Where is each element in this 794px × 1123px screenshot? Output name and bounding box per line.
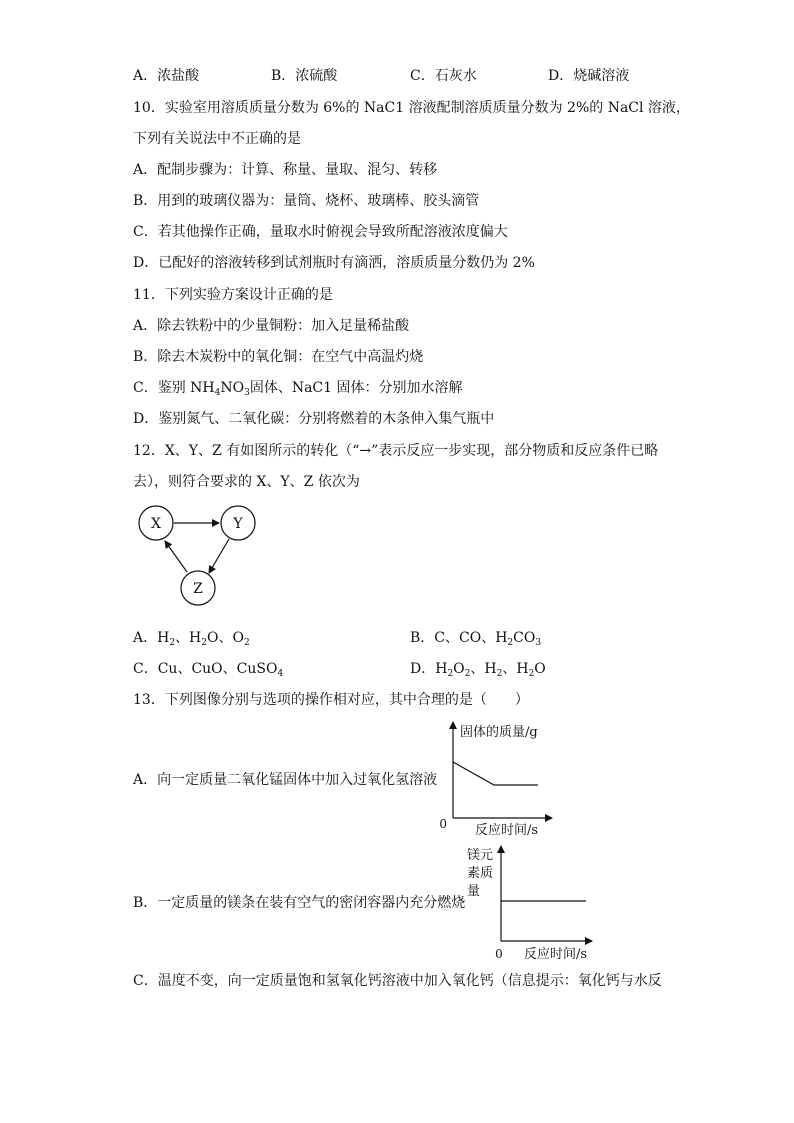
arrow-y-to-z (209, 539, 229, 573)
q12-option-b: B．C、CO、$H_2CO_3$ (410, 630, 542, 648)
node-z-label: Z (193, 581, 203, 597)
q9-option-a: A．浓盐酸 (133, 68, 200, 84)
node-x-label: X (151, 516, 161, 532)
q10-option-a: A．配制步骤为：计算、称量、量取、混匀、转移 (133, 162, 438, 178)
q12-option-a: A．$H_2$、$H_2O$、$O_2$ (133, 630, 250, 648)
q11-stem: 11．下列实验方案设计正确的是 (133, 287, 333, 303)
q9-option-b: B．浓硫酸 (271, 68, 338, 84)
q10-stem-line2: 下列有关说法中不正确的是 (133, 131, 301, 147)
q10-stem-line1: 10．实验室用溶质质量分数为 6%的 NaC1 溶液配制溶质质量分数为 2%的 NaCl 溶液， (133, 100, 690, 116)
q13-stem: 13．下列图像分别与选项的操作相对应，其中合理的是（ ） (133, 692, 529, 708)
graph-a-curve (453, 762, 538, 785)
q11-option-a: A．除去铁粉中的少量铜粉：加入足量稀盐酸 (133, 318, 410, 334)
graph-b-origin: 0 (495, 947, 503, 961)
node-y-label: Y (233, 516, 243, 532)
arrow-z-to-x (165, 541, 187, 572)
q12-option-d: D．$H_2O_2$、$H_2$、$H_2O$ (410, 661, 546, 679)
graph-b-ylabel-line1: 镁元 (467, 848, 494, 863)
q10-option-d: D．已配好的溶液转移到试剂瓶时有滴洒，溶质质量分数仍为 2% (133, 255, 535, 271)
q11-option-b: B．除去木炭粉中的氧化铜：在空气中高温灼烧 (133, 349, 424, 365)
q12-stem-line1: 12．X、Y、Z 有如图所示的转化（“→”表示反应一步实现，部分物质和反应条件已略 (133, 443, 659, 459)
q11-option-d: D．鉴别氮气、二氧化碳：分别将燃着的木条伸入集气瓶中 (133, 411, 495, 427)
q12-stem-line2: 去），则符合要求的 X、Y、Z 依次为 (133, 474, 360, 490)
q13-option-a-text: A．向一定质量二氧化锰固体中加入过氧化氢溶液 (133, 772, 438, 788)
q10-option-b: B．用到的玻璃仪器为：量筒、烧杯、玻璃棒、胶头滴管 (133, 193, 480, 209)
graph-b-xlabel: 反应时间/s (524, 947, 588, 962)
graph-b-ylabel-line2: 素质 (467, 866, 494, 881)
q13-graph-a (440, 718, 570, 840)
q9-option-c: C．石灰水 (410, 68, 477, 84)
q11-option-c: C．鉴别 $NH_4NO_3$固体、NaC1 固体：分别加水溶解 (133, 380, 463, 398)
graph-a-origin: 0 (439, 817, 447, 831)
graph-a-xlabel: 反应时间/s (475, 823, 539, 838)
graph-a-ylabel: 固体的质量/g (460, 725, 538, 740)
q10-option-c: C．若其他操作正确，量取水时俯视会导致所配溶液浓度偏大 (133, 224, 508, 240)
q9-option-d: D．烧碱溶液 (548, 68, 630, 84)
xyz-conversion-diagram (130, 500, 270, 612)
q12-option-c: C．Cu、CuO、CuSO$_4$ (133, 661, 284, 679)
q13-graph-b (464, 842, 596, 964)
q13-option-c-text: C．温度不变，向一定质量饱和氢氧化钙溶液中加入氧化钙（信息提示：氧化钙与水反 (133, 973, 662, 989)
graph-b-ylabel-line3: 量 (467, 884, 481, 899)
q13-option-b-text: B．一定质量的镁条在装有空气的密闭容器内充分燃烧 (133, 895, 466, 911)
